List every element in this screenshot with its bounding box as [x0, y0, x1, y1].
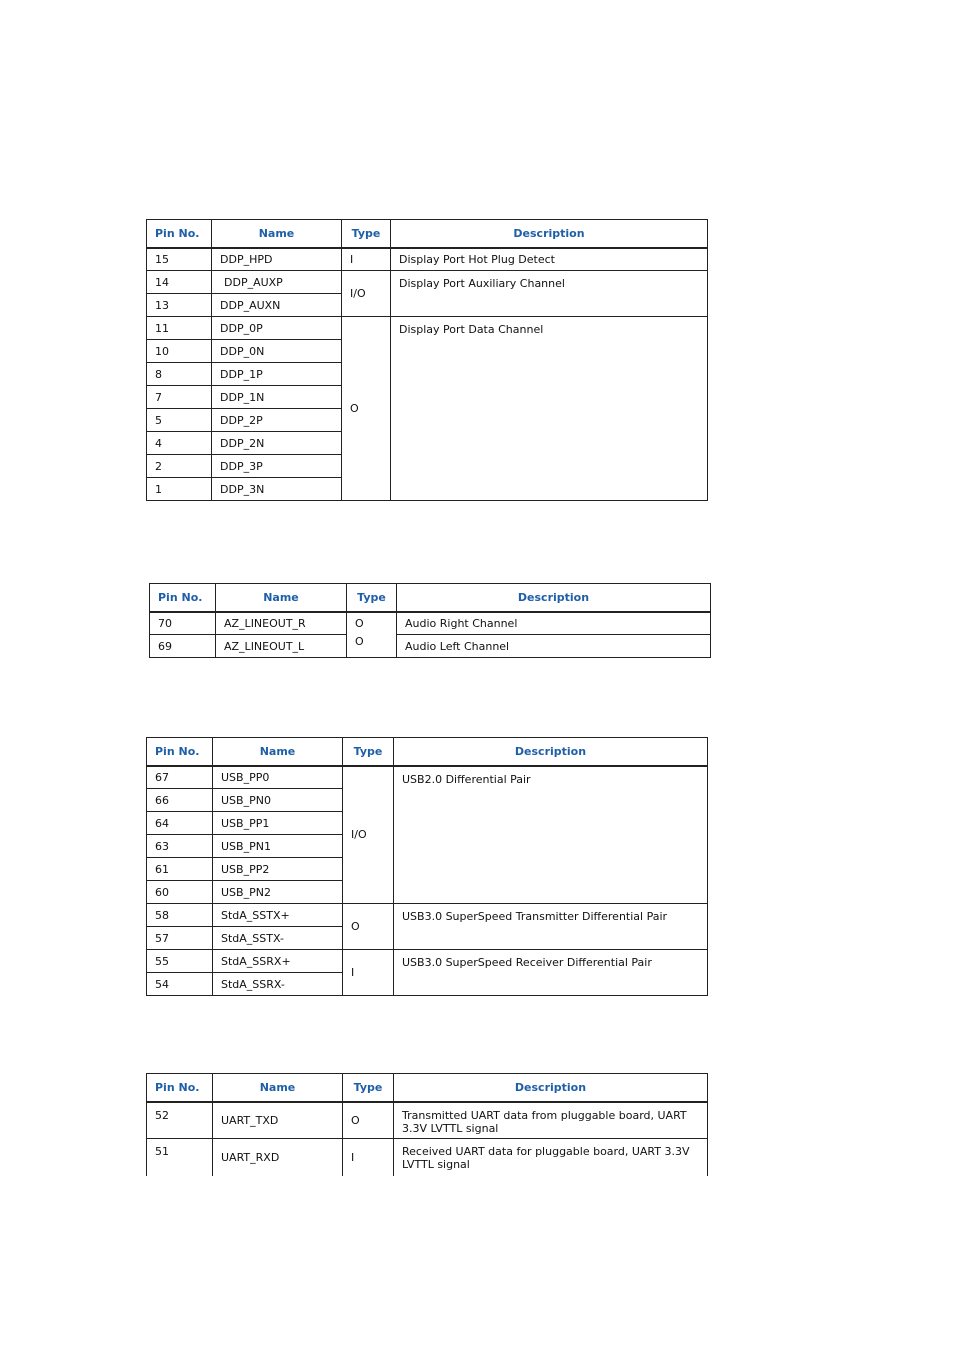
- name-cell: DDP_0P: [212, 317, 342, 340]
- name-cell: StdA_SSRX-: [213, 973, 343, 996]
- type-header: Type: [347, 584, 397, 612]
- pin-cell: 13: [147, 294, 212, 317]
- pin-cell: 58: [147, 904, 213, 927]
- name-header: Name: [213, 738, 343, 766]
- type-header: Type: [343, 738, 394, 766]
- type-cell: I: [343, 950, 394, 996]
- name-cell: StdA_SSTX-: [213, 927, 343, 950]
- pin-cell: 2: [147, 455, 212, 478]
- type-header: Type: [342, 220, 391, 248]
- pin-cell: 70: [150, 612, 216, 635]
- name-cell: USB_PP2: [213, 858, 343, 881]
- description-cell: Received UART data for pluggable board, UART 3.3V LVTTL signal: [394, 1139, 708, 1176]
- name-cell: DDP_AUXP: [212, 271, 342, 294]
- name-cell: USB_PP1: [213, 812, 343, 835]
- name-cell: UART_TXD: [213, 1102, 343, 1139]
- name-header: Name: [213, 1074, 343, 1102]
- name-cell: USB_PN2: [213, 881, 343, 904]
- pin-header: Pin No.: [150, 584, 216, 612]
- table-header-row: [147, 220, 708, 248]
- description-cell: USB3.0 SuperSpeed Receiver Differential Pair: [394, 950, 708, 996]
- pin-cell: 55: [147, 950, 213, 973]
- table-row: [147, 317, 708, 340]
- table-header-row: [147, 1074, 708, 1102]
- pin-cell: 52: [147, 1102, 213, 1139]
- description-header: Description: [397, 584, 711, 612]
- table-header-row: [150, 584, 711, 612]
- type-cell: I/O: [342, 271, 391, 317]
- description-cell: Audio Right Channel: [397, 612, 711, 635]
- type-cell: O: [343, 1102, 394, 1139]
- pin-cell: 5: [147, 409, 212, 432]
- type-cell: I: [343, 1139, 394, 1176]
- table-row: [147, 904, 708, 927]
- name-cell: DDP_3P: [212, 455, 342, 478]
- table-header-row: [147, 738, 708, 766]
- type-cell: O: [347, 635, 397, 658]
- name-cell: StdA_SSRX+: [213, 950, 343, 973]
- name-cell: USB_PN0: [213, 789, 343, 812]
- pin-cell: 7: [147, 386, 212, 409]
- pin-cell: 67: [147, 766, 213, 789]
- table-row: [150, 612, 711, 635]
- name-cell: DDP_AUXN: [212, 294, 342, 317]
- description-header: Description: [394, 738, 708, 766]
- pin-cell: 15: [147, 248, 212, 271]
- pin-cell: 69: [150, 635, 216, 658]
- pin-header: Pin No.: [147, 738, 213, 766]
- pin-cell: 10: [147, 340, 212, 363]
- table-row: [147, 766, 708, 789]
- name-cell: DDP_1N: [212, 386, 342, 409]
- pin-cell: 51: [147, 1139, 213, 1176]
- description-cell: Display Port Hot Plug Detect: [391, 248, 708, 271]
- name-cell: DDP_3N: [212, 478, 342, 501]
- type-cell: I: [342, 248, 391, 271]
- description-header: Description: [391, 220, 708, 248]
- table-row: [147, 1139, 708, 1176]
- usb-pin-table: [146, 737, 708, 996]
- pin-cell: 66: [147, 789, 213, 812]
- name-cell: DDP_0N: [212, 340, 342, 363]
- name-cell: USB_PN1: [213, 835, 343, 858]
- pin-header: Pin No.: [147, 220, 212, 248]
- pin-cell: 14: [147, 271, 212, 294]
- description-header: Description: [394, 1074, 708, 1102]
- pin-cell: 8: [147, 363, 212, 386]
- name-cell: AZ_LINEOUT_R: [216, 612, 347, 635]
- pin-cell: 61: [147, 858, 213, 881]
- table-row: [150, 635, 711, 658]
- audio-pin-table: [149, 583, 711, 658]
- pin-cell: 11: [147, 317, 212, 340]
- pin-cell: 4: [147, 432, 212, 455]
- type-header: Type: [343, 1074, 394, 1102]
- description-cell: Audio Left Channel: [397, 635, 711, 658]
- pin-cell: 57: [147, 927, 213, 950]
- name-cell: AZ_LINEOUT_L: [216, 635, 347, 658]
- name-cell: DDP_HPD: [212, 248, 342, 271]
- pin-cell: 64: [147, 812, 213, 835]
- table-row: [147, 271, 708, 294]
- name-cell: DDP_1P: [212, 363, 342, 386]
- table-row: [147, 950, 708, 973]
- table-row: [147, 248, 708, 271]
- name-header: Name: [216, 584, 347, 612]
- name-cell: DDP_2P: [212, 409, 342, 432]
- display-port-pin-table: [146, 219, 708, 501]
- pin-header: Pin No.: [147, 1074, 213, 1102]
- type-cell: O: [343, 904, 394, 950]
- pin-cell: 54: [147, 973, 213, 996]
- pin-cell: 1: [147, 478, 212, 501]
- type-cell: O: [342, 317, 391, 501]
- description-cell: Transmitted UART data from pluggable board, UART 3.3V LVTTL signal: [394, 1102, 708, 1139]
- description-cell: USB3.0 SuperSpeed Transmitter Differential Pair: [394, 904, 708, 950]
- description-cell: Display Port Auxiliary Channel: [391, 271, 708, 317]
- name-cell: USB_PP0: [213, 766, 343, 789]
- description-cell: USB2.0 Differential Pair: [394, 766, 708, 904]
- name-cell: DDP_2N: [212, 432, 342, 455]
- type-cell: I/O: [343, 766, 394, 904]
- description-cell: Display Port Data Channel: [391, 317, 708, 501]
- pin-cell: 60: [147, 881, 213, 904]
- name-header: Name: [212, 220, 342, 248]
- uart-pin-table: [146, 1073, 708, 1176]
- pin-cell: 63: [147, 835, 213, 858]
- table-row: [147, 1102, 708, 1139]
- name-cell: StdA_SSTX+: [213, 904, 343, 927]
- name-cell: UART_RXD: [213, 1139, 343, 1176]
- type-cell: O: [347, 612, 397, 635]
